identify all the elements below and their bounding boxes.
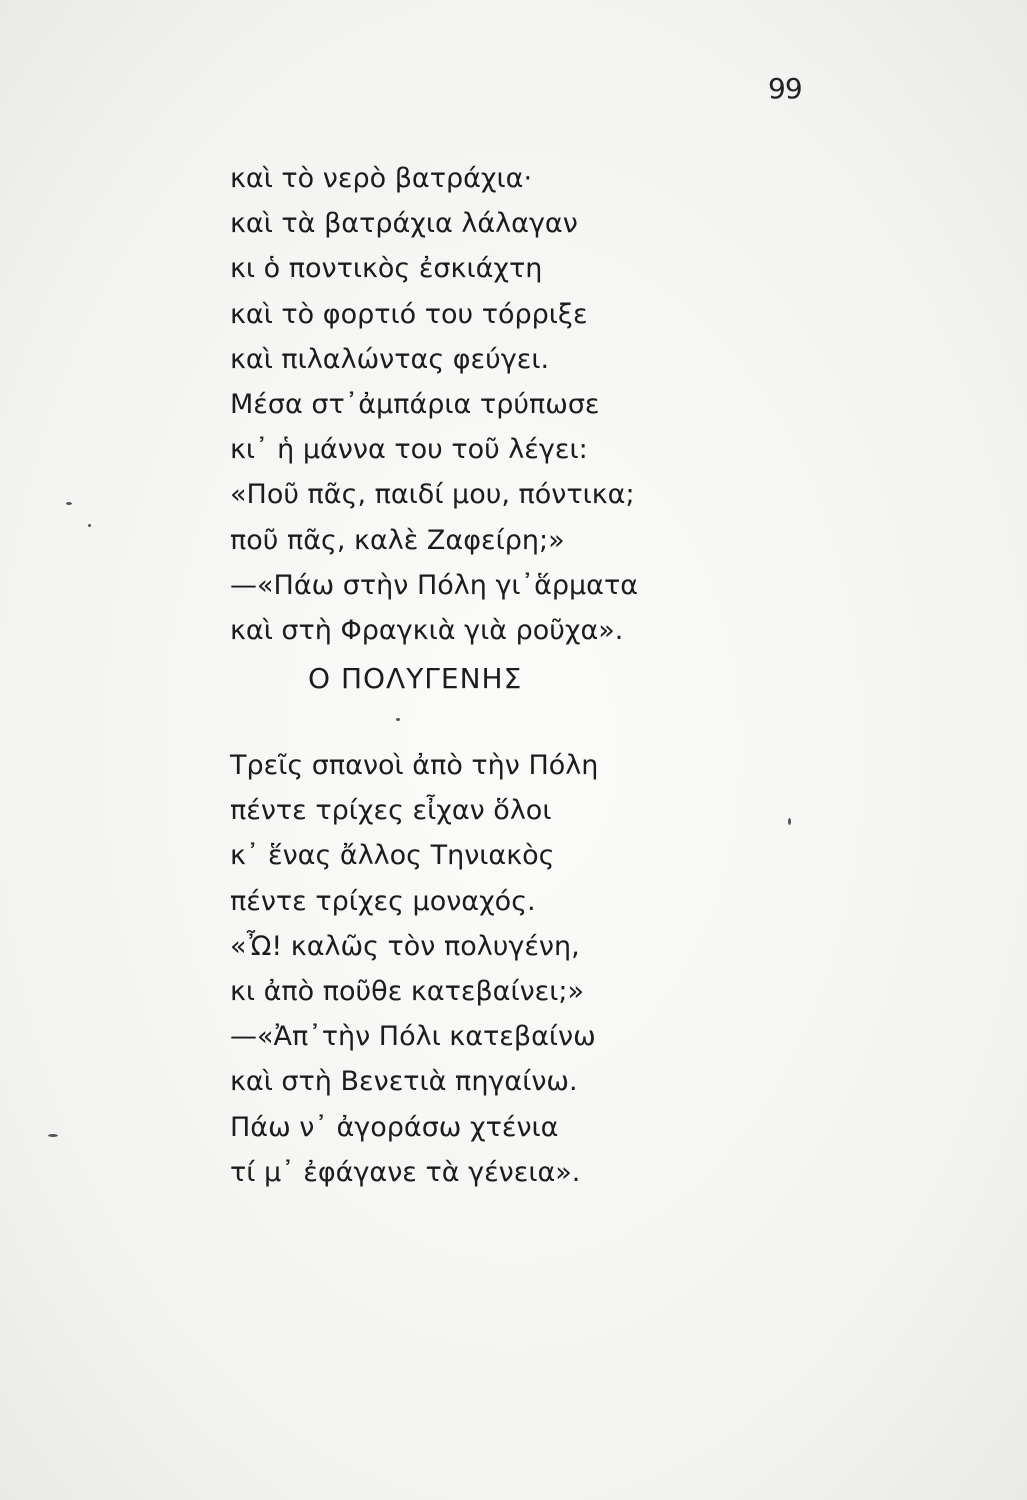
verse-line: καὶ στὴ Βενετιὰ πηγαίνω. [230, 1066, 578, 1098]
verse-line: τί μ᾽ ἐφάγανε τὰ γένεια». [230, 1156, 581, 1188]
ink-speck [48, 1134, 58, 1137]
verse-line: πέντε τρίχες μοναχός. [230, 885, 536, 917]
verse-line: ποῦ πᾶς, καλὲ Ζαφείρη;» [230, 524, 565, 556]
verse-line: κι᾽ ἡ μάννα του τοῦ λέγει: [230, 434, 588, 466]
verse-line: Πάω ν᾽ ἀγοράσω χτένια [230, 1111, 559, 1143]
poem-stanza [230, 156, 638, 653]
poem-stanza [230, 743, 598, 1195]
verse-line: καὶ στὴ Φραγκιὰ γιὰ ροῦχα». [230, 614, 624, 646]
verse-line: κι ἀπὸ ποῦθε κατεβαίνει;» [230, 975, 585, 1007]
verse-line: Τρεῖς σπανοὶ ἀπὸ τὴν Πόλη [230, 750, 599, 781]
verse-line: —«Ἀπ᾽τὴν Πόλι κατεβαίνω [230, 1021, 596, 1053]
ink-speck [88, 524, 91, 527]
verse-line: καὶ πιλαλώντας φεύγει. [230, 343, 550, 375]
ink-speck [396, 718, 400, 721]
verse-line: καὶ τὸ νερὸ βατράχια· [230, 163, 533, 194]
verse-line: καὶ τὸ φορτιό του τόρριξε [230, 298, 588, 330]
poem-title: Ο ΠΟΛΥΓΕΝΗΣ [308, 662, 523, 695]
verse-line: πέντε τρίχες εἶχαν ὅλοι [230, 795, 552, 827]
verse-line: «Ὦ! καλῶς τὸν πολυγένη, [230, 930, 580, 962]
verse-line: κ᾽ ἕνας ἄλλος Τηνιακὸς [230, 840, 555, 872]
verse-line: «Ποῦ πᾶς, παιδί μου, πόντικα; [230, 479, 635, 511]
ink-speck [66, 502, 72, 505]
verse-line: καὶ τὰ βατράχια λάλαγαν [230, 208, 578, 240]
verse-line: —«Πάω στὴν Πόλη γι᾽ἅρματα [230, 569, 639, 601]
page-number: 99 [768, 72, 802, 105]
verse-line: κι ὁ ποντικὸς ἐσκιάχτη [230, 253, 543, 285]
ink-speck [788, 818, 791, 825]
verse-line: Μέσα στ᾽ἀμπάρια τρύπωσε [230, 388, 600, 420]
